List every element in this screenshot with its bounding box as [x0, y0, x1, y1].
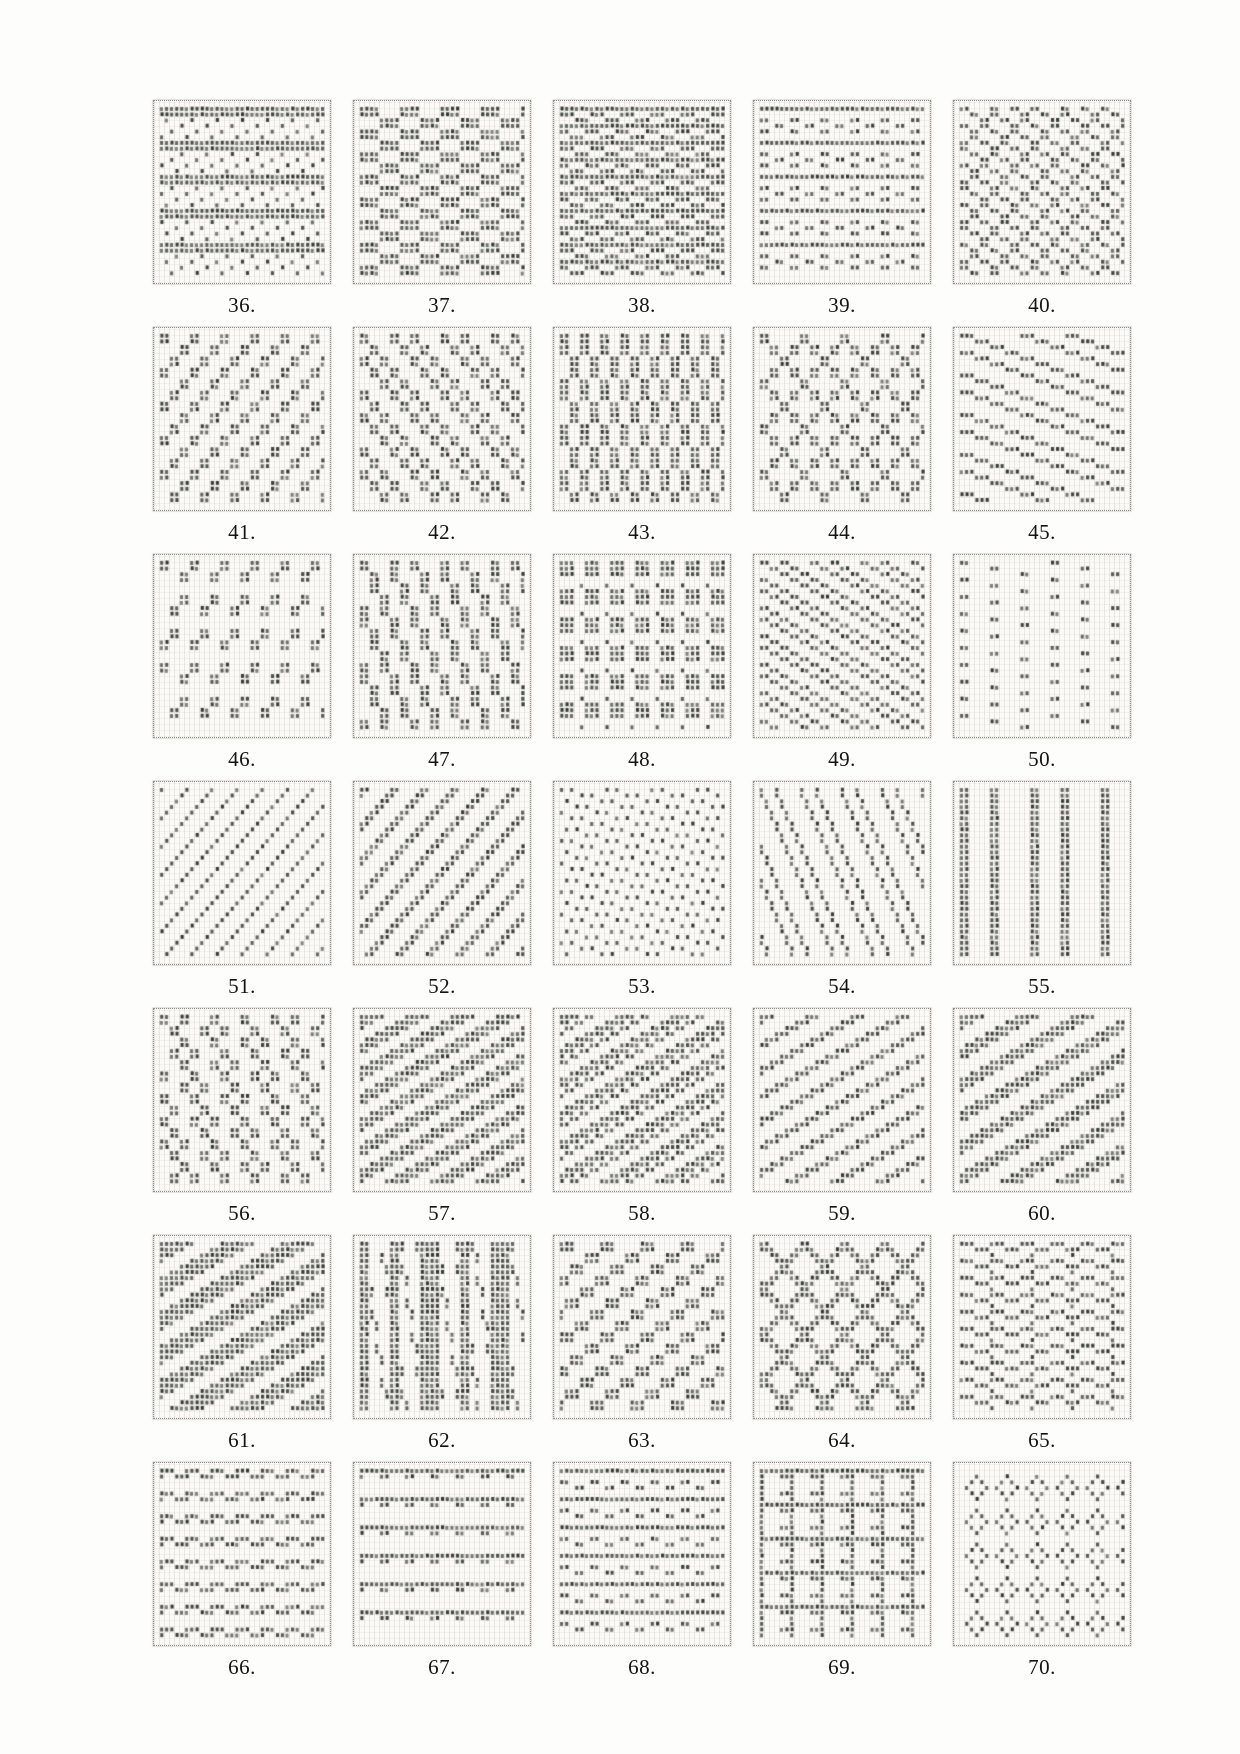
stitch-pattern-canvas	[159, 1468, 325, 1638]
stitch-pattern-canvas	[159, 333, 325, 503]
pattern-swatch	[152, 781, 332, 1008]
pattern-swatch	[152, 327, 332, 554]
swatch-number-label: 43.	[628, 520, 656, 544]
stitch-pattern-canvas	[559, 1241, 725, 1411]
stitch-pattern-canvas	[359, 787, 525, 957]
pattern-swatch	[152, 1008, 332, 1235]
stitch-pattern-canvas	[159, 787, 325, 957]
swatch-number-label: 70.	[1028, 1655, 1056, 1679]
stitch-pattern-canvas	[959, 1014, 1125, 1184]
pattern-swatch	[152, 1462, 332, 1689]
swatch-number-label: 49.	[828, 747, 856, 771]
pattern-swatch	[152, 100, 332, 327]
stitch-pattern-canvas	[759, 106, 925, 276]
swatch-number-label: 54.	[828, 974, 856, 998]
fabric-swatch	[553, 1235, 731, 1419]
fabric-swatch	[553, 781, 731, 965]
stitch-pattern-canvas	[359, 1468, 525, 1638]
fabric-swatch	[153, 1008, 331, 1192]
stitch-pattern-canvas	[759, 560, 925, 730]
swatch-number-label: 58.	[628, 1201, 656, 1225]
swatch-number-label: 44.	[828, 520, 856, 544]
fabric-swatch	[353, 327, 531, 511]
stitch-pattern-canvas	[559, 1014, 725, 1184]
swatch-number-label: 55.	[1028, 974, 1056, 998]
swatch-number-label: 38.	[628, 293, 656, 317]
fabric-swatch	[153, 100, 331, 284]
swatch-number-label: 61.	[228, 1428, 256, 1452]
pattern-swatch	[552, 1462, 732, 1689]
pattern-swatch	[752, 1235, 932, 1462]
swatch-number-label: 48.	[628, 747, 656, 771]
stitch-pattern-canvas	[159, 1014, 325, 1184]
fabric-swatch	[753, 554, 931, 738]
fabric-swatch	[953, 1235, 1131, 1419]
fabric-swatch	[753, 1462, 931, 1646]
fabric-swatch	[553, 100, 731, 284]
fabric-swatch	[553, 327, 731, 511]
fabric-swatch	[953, 100, 1131, 284]
stitch-pattern-canvas	[759, 787, 925, 957]
stitch-pattern-canvas	[759, 1014, 925, 1184]
pattern-swatch	[352, 1235, 532, 1462]
swatch-number-label: 65.	[1028, 1428, 1056, 1452]
fabric-swatch	[953, 781, 1131, 965]
swatch-number-label: 68.	[628, 1655, 656, 1679]
fabric-swatch	[153, 327, 331, 511]
fabric-swatch	[953, 327, 1131, 511]
fabric-swatch	[553, 1008, 731, 1192]
swatch-number-label: 59.	[828, 1201, 856, 1225]
fabric-swatch	[953, 554, 1131, 738]
fabric-swatch	[153, 554, 331, 738]
pattern-swatch	[952, 100, 1132, 327]
fabric-swatch	[153, 1462, 331, 1646]
pattern-swatch	[152, 1235, 332, 1462]
fabric-swatch	[153, 1235, 331, 1419]
swatch-number-label: 37.	[428, 293, 456, 317]
pattern-swatch	[952, 554, 1132, 781]
pattern-swatch	[952, 1462, 1132, 1689]
swatch-number-label: 51.	[228, 974, 256, 998]
fabric-swatch	[353, 554, 531, 738]
pattern-swatch	[352, 1008, 532, 1235]
stitch-pattern-canvas	[959, 333, 1125, 503]
swatch-number-label: 60.	[1028, 1201, 1056, 1225]
stitch-pattern-canvas	[359, 1241, 525, 1411]
fabric-swatch	[753, 327, 931, 511]
pattern-swatch	[752, 1462, 932, 1689]
stitch-pattern-canvas	[559, 1468, 725, 1638]
stitch-pattern-canvas	[359, 106, 525, 276]
fabric-swatch	[753, 100, 931, 284]
fabric-swatch	[353, 1008, 531, 1192]
fabric-swatch	[153, 781, 331, 965]
swatch-number-label: 42.	[428, 520, 456, 544]
fabric-swatch	[953, 1008, 1131, 1192]
stitch-pattern-canvas	[959, 106, 1125, 276]
swatch-number-label: 62.	[428, 1428, 456, 1452]
swatch-number-label: 56.	[228, 1201, 256, 1225]
swatch-grid	[152, 100, 1132, 1689]
stitch-pattern-canvas	[159, 560, 325, 730]
pattern-swatch	[952, 1235, 1132, 1462]
pattern-swatch	[752, 1008, 932, 1235]
pattern-swatch	[352, 327, 532, 554]
pattern-swatch	[952, 781, 1132, 1008]
pattern-swatch	[352, 554, 532, 781]
pattern-swatch	[752, 781, 932, 1008]
stitch-pattern-canvas	[959, 1468, 1125, 1638]
swatch-number-label: 40.	[1028, 293, 1056, 317]
swatch-number-label: 36.	[228, 293, 256, 317]
pattern-swatch	[752, 327, 932, 554]
fabric-swatch	[753, 1235, 931, 1419]
swatch-number-label: 53.	[628, 974, 656, 998]
stitch-pattern-canvas	[559, 560, 725, 730]
stitch-pattern-canvas	[359, 1014, 525, 1184]
pattern-swatch	[552, 327, 732, 554]
pattern-swatch	[752, 554, 932, 781]
swatch-number-label: 69.	[828, 1655, 856, 1679]
swatch-number-label: 67.	[428, 1655, 456, 1679]
swatch-number-label: 41.	[228, 520, 256, 544]
stitch-pattern-canvas	[959, 787, 1125, 957]
swatch-number-label: 63.	[628, 1428, 656, 1452]
swatch-number-label: 39.	[828, 293, 856, 317]
pattern-swatch	[552, 1008, 732, 1235]
stitch-pattern-canvas	[959, 560, 1125, 730]
fabric-swatch	[353, 1235, 531, 1419]
swatch-number-label: 52.	[428, 974, 456, 998]
swatch-number-label: 57.	[428, 1201, 456, 1225]
pattern-swatch	[952, 1008, 1132, 1235]
fabric-swatch	[953, 1462, 1131, 1646]
pattern-swatch	[552, 781, 732, 1008]
fabric-swatch	[553, 1462, 731, 1646]
stitch-pattern-canvas	[359, 560, 525, 730]
pattern-swatch	[952, 327, 1132, 554]
fabric-swatch	[353, 781, 531, 965]
swatch-number-label: 64.	[828, 1428, 856, 1452]
stitch-pattern-canvas	[359, 333, 525, 503]
pattern-swatch	[352, 1462, 532, 1689]
pattern-swatch	[552, 1235, 732, 1462]
fabric-swatch	[553, 554, 731, 738]
stitch-pattern-canvas	[759, 333, 925, 503]
pattern-swatch	[552, 554, 732, 781]
fabric-swatch	[353, 1462, 531, 1646]
swatch-number-label: 50.	[1028, 747, 1056, 771]
pattern-swatch	[752, 100, 932, 327]
stitch-pattern-canvas	[159, 106, 325, 276]
stitch-pattern-canvas	[559, 787, 725, 957]
swatch-number-label: 66.	[228, 1655, 256, 1679]
swatch-number-label: 47.	[428, 747, 456, 771]
pattern-swatch	[152, 554, 332, 781]
swatch-number-label: 45.	[1028, 520, 1056, 544]
stitch-pattern-canvas	[959, 1241, 1125, 1411]
stitch-pattern-canvas	[759, 1468, 925, 1638]
fabric-swatch	[753, 781, 931, 965]
fabric-swatch	[753, 1008, 931, 1192]
pattern-swatch	[552, 100, 732, 327]
pattern-swatch	[352, 781, 532, 1008]
pattern-swatch	[352, 100, 532, 327]
fabric-swatch	[353, 100, 531, 284]
swatch-number-label: 46.	[228, 747, 256, 771]
stitch-pattern-canvas	[559, 106, 725, 276]
stitch-pattern-canvas	[159, 1241, 325, 1411]
stitch-pattern-canvas	[559, 333, 725, 503]
stitch-pattern-canvas	[759, 1241, 925, 1411]
